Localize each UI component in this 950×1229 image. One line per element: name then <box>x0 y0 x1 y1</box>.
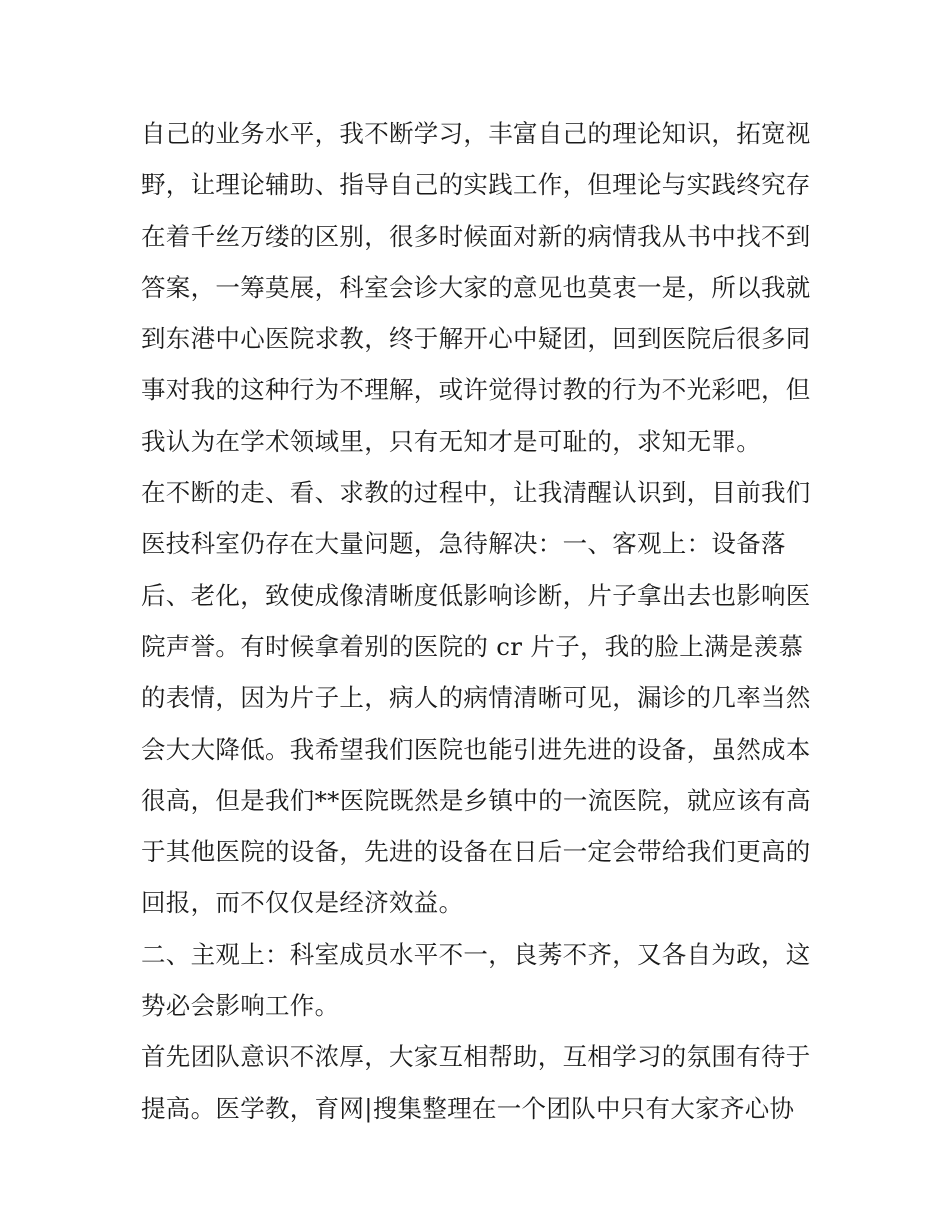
text-line-7: 我认为在学术领域里，只有无知才是可耻的，求知无罪。 <box>141 426 761 456</box>
text-line-16: 回报，而不仅仅是经济效益。 <box>141 888 464 918</box>
text-line-13: 会大大降低。我希望我们医院也能引进先进的设备，虽然成本 <box>141 734 811 764</box>
text-line-1: 自己的业务水平，我不断学习，丰富自己的理论知识，拓宽视 <box>141 119 811 148</box>
text-line-2: 野，让理论辅助、指导自己的实践工作，但理论与实践终究存 <box>141 170 811 200</box>
text-line-9: 医技科室仍存在大量问题，急待解决：一、客观上：设备落 <box>141 529 786 559</box>
text-line-20: 提高。医学教，育网|搜集整理在一个团队中只有大家齐心协 <box>141 1093 795 1123</box>
text-line-12: 的表情，因为片子上，病人的病情清晰可见，漏诊的几率当然 <box>141 683 811 713</box>
text-line-10: 后、老化，致使成像清晰度低影响诊断，片子拿出去也影响医 <box>141 580 811 610</box>
text-line-5: 到东港中心医院求教，终于解开心中疑团，回到医院后很多同 <box>141 324 811 354</box>
text-line-3: 在着千丝万缕的区别，很多时候面对新的病情我从书中找不到 <box>141 221 811 251</box>
text-line-18: 势必会影响工作。 <box>141 991 340 1021</box>
text-line-14: 很高，但是我们**医院既然是乡镇中的一流医院，就应该有高 <box>141 785 811 815</box>
text-line-19: 首先团队意识不浓厚，大家互相帮助，互相学习的氛围有待于 <box>141 1042 811 1072</box>
text-line-8: 在不断的走、看、求教的过程中，让我清醒认识到，目前我们 <box>141 478 811 508</box>
text-line-15: 于其他医院的设备，先进的设备在日后一定会带给我们更高的 <box>141 837 811 867</box>
text-line-4: 答案，一筹莫展，科室会诊大家的意见也莫衷一是，所以我就 <box>141 272 811 302</box>
text-line-11: 院声誉。有时候拿着别的医院的 cr 片子，我的脸上满是羡慕 <box>141 631 804 661</box>
text-line-17: 二、主观上：科室成员水平不一，良莠不齐，又各自为政，这 <box>141 939 811 969</box>
document-body <box>141 108 813 1134</box>
text-line-6: 事对我的这种行为不理解，或许觉得讨教的行为不光彩吧，但 <box>141 375 811 405</box>
